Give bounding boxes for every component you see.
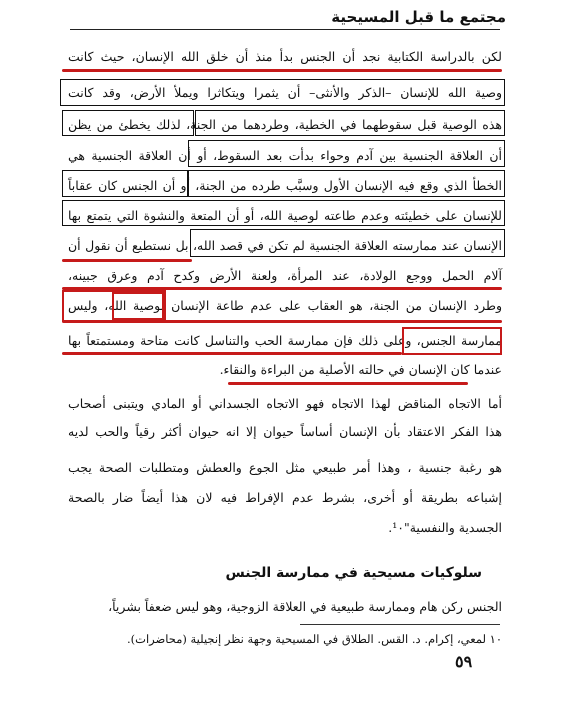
paragraph-1-line-10: ممارسة الجنس، وعلى ذلك فإن ممارسة الحب والتناسل كانت متاحة ومستمتعاً بها [68,333,502,348]
paragraph-1-line-11: عندما كان الإنسان في حالته الأصلية من البراءة والنقاء. [219,362,502,377]
underline-line-1 [62,69,502,72]
paragraph-1-line-3: هذه الوصية قبل سقوطهما في الخطية، وطردهما من الجنة، لذلك يخطئ من يظن [68,117,502,132]
paragraph-1-line-4: أن العلاقة الجنسية بين آدم وحواء بدأت بعد السقوط، أو أن العلاقة الجنسية هي [68,148,502,163]
annotation-box-line-5-left [62,170,188,197]
paragraph-1-line-7: الإنسان عند ممارسته العلاقة الجنسية لم تكن في قصد الله، بل نستطيع أن نقول أن [68,238,502,253]
paragraph-2-line-3: هو رغبة جنسية ، وهذا أمر طبيعي مثل الجوع والعطش ومتطلبات الصحة يجب [68,460,502,475]
paragraph-1-line-8: آلام الحمل ووجع الولادة، عند المرأة، ولعنة الأرض وكدح آدم وعرق جبينه، [68,268,502,283]
annotation-box-line-4 [188,140,505,167]
underline-line-8 [62,287,502,290]
footnote-rule [300,624,500,625]
red-box-right [402,327,502,355]
annotation-box-line-2 [60,79,505,106]
paragraph-1-line-6: للإنسان على خطيئته وعدم طاعته لوصية الله، أو أن المتعة والنشوة التي يتمتع بها [68,208,502,223]
paragraph-2-line-2: هذا الفكر الاعتقاد بأن الإنسان أساساً حيوان إلا انه حيوان أكثر رقياً والحب لديه [68,424,502,439]
footnote: ١٠ لمعي، إكرام. د. القس. الطلاق في المسيحية وجهة نظر إنجيلية (محاضرات). [127,632,502,646]
underline-line-9 [62,320,502,323]
page-number: ٥٩ [455,652,473,671]
underline-line-10 [62,352,402,355]
annotation-box-line-7 [190,229,505,257]
underline-line-7 [62,259,192,262]
paragraph-2-line-4: إشباعه بطريقة أو أخرى، بشرط عدم الإفراط فيه لان هذا أيضاً ضار بالصحة [68,490,502,505]
annotation-box-line-5-right [188,170,505,197]
paragraph-1-line-2: وصية الله للإنسان –الذكر والأنثى– أن يثمرا ويتكاثرا ويملأ الأرض، وقد كانت [68,85,502,100]
paragraph-1-line-1: لكن بالدراسة الكتابية نجد أن الجنس بدأ منذ أن خلق الله الإنسان، حيث كانت [68,49,502,64]
section-heading: سلوكيات مسيحية في ممارسة الجنس [225,565,482,581]
paragraph-1-line-5: الخطأ الذي وقع فيه الإنسان الأول وسبَّب طرده من الجنة، أو أن الجنس كان عقاباً [68,178,502,193]
paragraph-2-line-5: الجسدية والنفسية"¹٠. [388,520,502,535]
red-box-inner [112,292,164,320]
section-first-line: الجنس ركن هام وممارسة طبيعية في العلاقة الزوجية، وهو ليس ضعفاً بشرياً، [108,599,502,614]
paragraph-2-line-1: أما الاتجاه المناقض لهذا الاتجاه فهو الاتجاه الجسداني أو المادي ويتبنى أصحاب [68,396,502,411]
annotation-box-line-3-left [62,110,194,136]
annotation-box-line-3-right [195,110,505,136]
underline-line-11 [228,382,468,385]
running-header: مجتمع ما قبل المسيحية [331,8,506,26]
annotation-box-line-6 [62,200,505,226]
header-rule [70,29,500,30]
paragraph-1-line-9: وطرد الإنسان من الجنة، هو العقاب على عدم طاعة الإنسان لوصية الله، وليس [68,298,502,313]
